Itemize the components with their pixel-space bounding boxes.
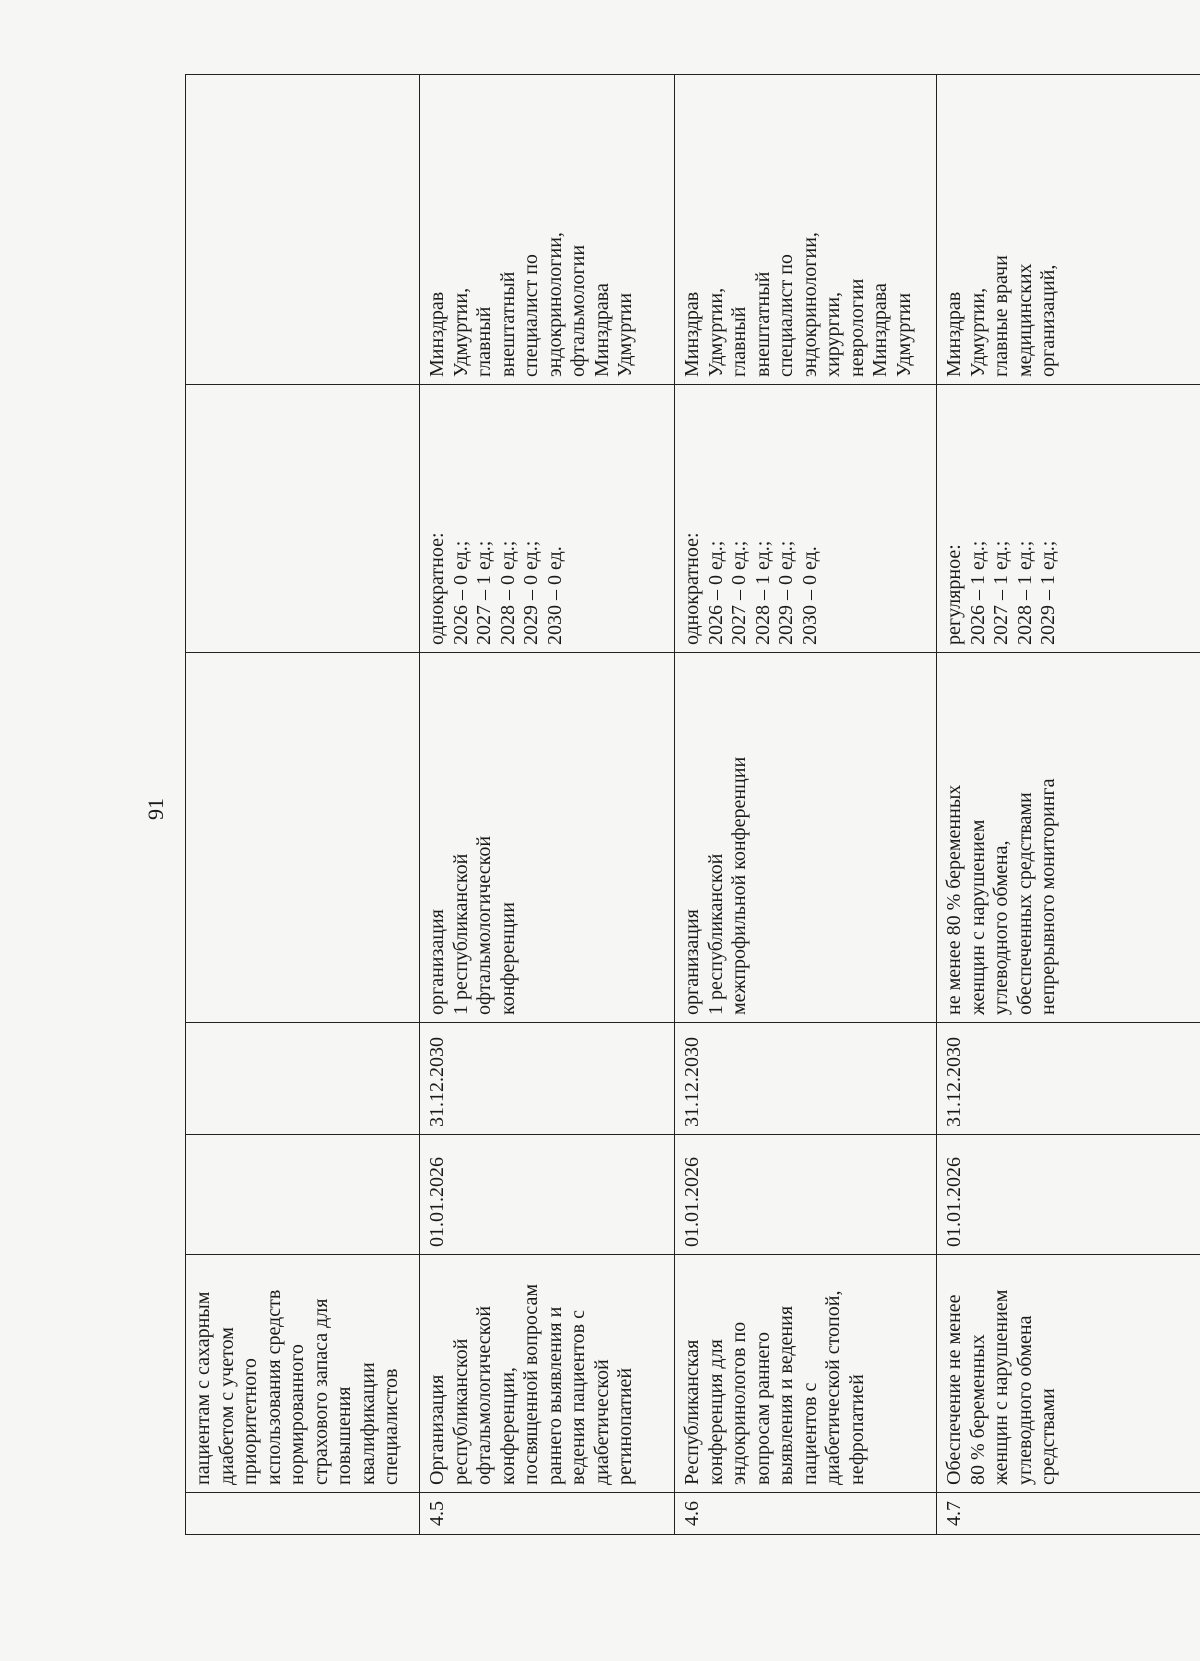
measure-name-cell-line: конференции, bbox=[496, 1367, 519, 1485]
frequency-cell-line: 2026 – 1 ед.; bbox=[966, 540, 989, 645]
frequency-cell-line: 2029 – 1 ед.; bbox=[1037, 540, 1059, 645]
measure-name-cell-line: приоритетного bbox=[239, 1358, 261, 1485]
responsible-cell-line: специалист по bbox=[775, 254, 797, 377]
frequency-cell-line: 2027 – 1 ед.; bbox=[990, 540, 1012, 645]
frequency-cell bbox=[186, 385, 420, 653]
result-cell-line: 1 республиканской bbox=[449, 853, 472, 1015]
responsible-cell-line: организаций, bbox=[1037, 264, 1059, 377]
result-cell bbox=[186, 653, 420, 1023]
result-cell-line: организация bbox=[426, 909, 448, 1015]
responsible-cell-line: Минздрава bbox=[590, 283, 613, 377]
frequency-cell-line: 2028 – 1 ед.; bbox=[1013, 540, 1036, 645]
measure-name-cell-line: выявления и ведения bbox=[775, 1305, 797, 1485]
measure-name-cell-line: страхового запаса для bbox=[309, 1298, 332, 1485]
measure-name-cell-line: квалификации bbox=[356, 1362, 379, 1485]
responsible-cell-line: Минздрав bbox=[681, 291, 703, 377]
responsible-cell-line: главный bbox=[473, 306, 495, 377]
end-date-cell bbox=[186, 1023, 420, 1135]
frequency-cell-line: 2030 – 0 ед. bbox=[543, 546, 566, 645]
start-date-cell bbox=[186, 1135, 420, 1255]
measure-name-cell bbox=[675, 1255, 937, 1493]
responsible-cell-line: Удмуртии, bbox=[704, 287, 727, 377]
measure-name-cell-line: республиканской bbox=[449, 1338, 472, 1485]
frequency-cell-line: 2026 – 0 ед.; bbox=[704, 540, 727, 645]
measure-name-cell-line: женщин с нарушением bbox=[990, 1289, 1012, 1485]
responsible-cell-line: Удмуртии, bbox=[966, 287, 989, 377]
measure-name-cell bbox=[420, 1255, 675, 1493]
result-cell-line: организация bbox=[681, 909, 703, 1015]
table-body bbox=[186, 75, 1200, 1535]
measure-name-cell-line: средствами bbox=[1037, 1388, 1059, 1485]
measure-name-cell-line: специалистов bbox=[380, 1368, 402, 1485]
responsible-cell-line: медицинских bbox=[1013, 263, 1036, 377]
table-row-4-6 bbox=[675, 75, 937, 1535]
frequency-cell-line: 2030 – 0 ед. bbox=[798, 546, 821, 645]
end-date-cell: 31.12.2030 bbox=[420, 1023, 675, 1135]
measure-name-cell-line: ретинопатией bbox=[614, 1367, 636, 1485]
result-cell bbox=[937, 653, 1200, 1023]
result-cell-line: женщин с нарушением bbox=[966, 819, 989, 1015]
result-cell-line: 1 республиканской bbox=[704, 853, 727, 1015]
measure-name-cell-line: нефропатией bbox=[845, 1374, 868, 1485]
result-cell-line: межпрофильной конференции bbox=[728, 756, 750, 1015]
frequency-cell-line: 2028 – 1 ед.; bbox=[751, 540, 774, 645]
measure-name-cell-line: диабетом с учетом bbox=[215, 1327, 238, 1485]
row-number-cell: 4.7 bbox=[937, 1493, 1200, 1535]
responsible-cell-line: Минздрава bbox=[869, 283, 891, 377]
measure-name-cell-line: Организация bbox=[426, 1374, 448, 1485]
responsible-cell-line: внештатный bbox=[751, 271, 774, 377]
frequency-cell-line: однократное: bbox=[426, 532, 448, 645]
start-date-cell: 01.01.2026 bbox=[675, 1135, 937, 1255]
measure-name-cell-line: офтальмологической bbox=[473, 1305, 495, 1485]
frequency-cell-line: 2029 – 0 ед.; bbox=[775, 540, 797, 645]
measure-name-cell-line: диабетической стопой, bbox=[822, 1290, 844, 1485]
start-date-cell: 01.01.2026 bbox=[937, 1135, 1200, 1255]
row-number-cell: 4.6 bbox=[675, 1493, 937, 1535]
responsible-cell-line: Удмуртии, bbox=[449, 287, 472, 377]
end-date-cell: 31.12.2030 bbox=[937, 1023, 1200, 1135]
responsible-cell-line: внештатный bbox=[496, 271, 519, 377]
responsible-cell-line: офтальмологии bbox=[567, 244, 589, 377]
responsible-cell-line: главный bbox=[728, 306, 750, 377]
rotated-table-wrapper bbox=[185, 75, 1200, 1535]
result-cell-line: обеспеченных средствами bbox=[1013, 792, 1036, 1015]
page-number: 91 bbox=[143, 798, 168, 820]
responsible-cell-line: эндокринологии, bbox=[798, 232, 821, 377]
frequency-cell-line: 2027 – 1 ед.; bbox=[473, 540, 495, 645]
table-row-4-7 bbox=[937, 75, 1200, 1535]
measure-name-cell-line: раннего выявления и bbox=[543, 1306, 566, 1485]
measure-name-cell-line: пациентов с bbox=[798, 1382, 821, 1485]
responsible-cell bbox=[420, 75, 675, 385]
result-cell-line: непрерывного мониторинга bbox=[1037, 778, 1059, 1015]
measure-name-cell-line: нормированного bbox=[286, 1344, 308, 1485]
responsible-cell-line: хирургии, bbox=[822, 291, 844, 377]
start-date-cell: 01.01.2026 bbox=[420, 1135, 675, 1255]
frequency-cell bbox=[675, 385, 937, 653]
result-cell-line: углеводного обмена, bbox=[990, 840, 1012, 1015]
result-cell-line: конференции bbox=[496, 902, 519, 1015]
responsible-cell-line: неврологии bbox=[845, 278, 868, 377]
responsible-cell-line: специалист по bbox=[520, 254, 542, 377]
end-date-cell: 31.12.2030 bbox=[675, 1023, 937, 1135]
measure-name-cell-line: вопросам раннего bbox=[751, 1331, 774, 1485]
responsible-cell-line: Удмуртии bbox=[892, 292, 915, 377]
result-cell-line: офтальмологической bbox=[473, 835, 495, 1015]
responsible-cell-line: Минздрав bbox=[426, 291, 448, 377]
table-row-4-5 bbox=[420, 75, 675, 1535]
responsible-cell-line: эндокринологии, bbox=[543, 232, 566, 377]
table-row-continuation bbox=[186, 75, 420, 1535]
measure-name-cell-line: ведения пациентов с bbox=[567, 1310, 589, 1485]
frequency-cell-line: 2028 – 0 ед.; bbox=[496, 540, 519, 645]
measure-name-cell-line: Обеспечение не менее bbox=[943, 1294, 965, 1485]
measure-name-cell-line: диабетической bbox=[590, 1359, 613, 1485]
result-cell bbox=[420, 653, 675, 1023]
frequency-cell-line: регулярное: bbox=[943, 544, 965, 645]
measure-name-cell bbox=[937, 1255, 1200, 1493]
row-number-cell bbox=[186, 1493, 420, 1535]
frequency-cell-line: 2027 – 0 ед.; bbox=[728, 540, 750, 645]
measures-table bbox=[185, 74, 1200, 1535]
result-cell-line: не менее 80 % беременных bbox=[943, 784, 965, 1015]
frequency-cell bbox=[420, 385, 675, 653]
measure-name-cell-line: пациентам с сахарным bbox=[192, 1291, 214, 1485]
measure-name-cell-line: Республиканская bbox=[681, 1339, 703, 1485]
frequency-cell-line: 2029 – 0 ед.; bbox=[520, 540, 542, 645]
measure-name-cell-line: повышения bbox=[333, 1386, 355, 1485]
responsible-cell-line: Удмуртии bbox=[614, 292, 636, 377]
measure-name-cell-line: 80 % беременных bbox=[966, 1334, 989, 1485]
measure-name-cell-line: углеводного обмена bbox=[1013, 1315, 1036, 1485]
frequency-cell-line: однократное: bbox=[681, 532, 703, 645]
frequency-cell-line: 2026 – 0 ед.; bbox=[449, 540, 472, 645]
responsible-cell bbox=[937, 75, 1200, 385]
row-number-cell: 4.5 bbox=[420, 1493, 675, 1535]
measure-name-cell-line: эндокринологов по bbox=[728, 1321, 750, 1485]
measure-name-cell-line: посвященной вопросам bbox=[520, 1283, 542, 1485]
measure-name-cell-line: использования средств bbox=[262, 1289, 285, 1485]
responsible-cell bbox=[186, 75, 420, 385]
measure-name-cell bbox=[186, 1255, 420, 1493]
frequency-cell bbox=[937, 385, 1200, 653]
measure-name-cell-line: конференция для bbox=[704, 1339, 727, 1485]
responsible-cell bbox=[675, 75, 937, 385]
result-cell bbox=[675, 653, 937, 1023]
responsible-cell-line: Минздрав bbox=[943, 291, 965, 377]
responsible-cell-line: главные врачи bbox=[990, 255, 1012, 377]
